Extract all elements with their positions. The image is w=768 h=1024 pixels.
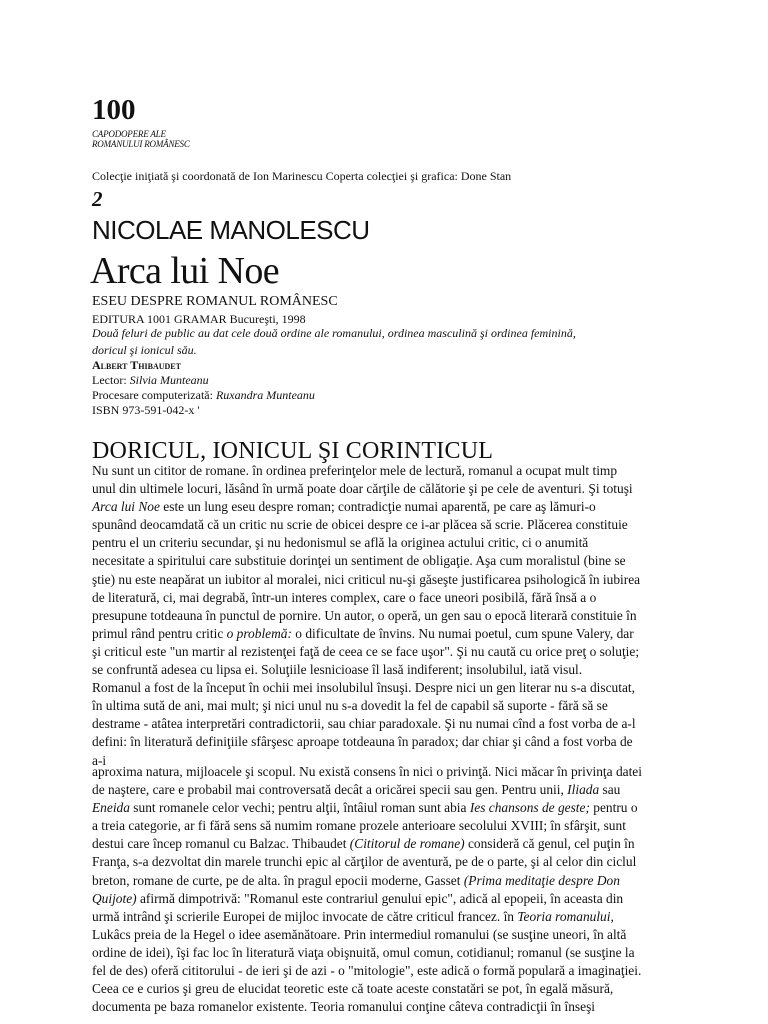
text-line [92, 733, 682, 751]
text-line [92, 817, 682, 835]
text-run: afirmă dimpotrivă: "Romanul este contrariul genului epic", adică al epopeii, în aceasta din [136, 890, 624, 906]
text-line [92, 661, 682, 679]
text-line [92, 908, 682, 926]
collection-credit: Colecţie iniţiată şi coordonată de Ion Marinescu Coperta colecţiei şi grafica: Done Stan [92, 169, 512, 183]
body-paragraph-2 [92, 763, 682, 1016]
author-name: NICOLAE MANOLESCU [92, 215, 370, 245]
series-name-line-1: CAPODOPERE ALE [92, 129, 166, 139]
text-run: în ultima sută de ani, mai mult; şi nici unul nu s-a dovedit la fel de capabil să suporte - fără să se [92, 698, 608, 714]
text-run: consideră că genul, cel puţin în [464, 836, 635, 852]
text-line [92, 944, 682, 962]
italic-text-run: Arca lui Noe [92, 499, 160, 515]
motto-line-2: doricul şi ionicul său. [92, 343, 197, 357]
text-line [92, 552, 682, 570]
text-line [92, 853, 682, 871]
motto-line-1: Două feluri de public au dat cele două ordine ale romanului, ordinea masculină şi ordinea feminină, [92, 326, 576, 340]
text-run: urmă intrând şi scrierile Europei de mijloc invocate de către criticul francez. în [92, 908, 518, 924]
text-run: fel de des) oferă cititorului - de ieri şi de azi - o "mitologie", este adică o formă populară a imaginaţiei. [92, 963, 642, 979]
text-line [92, 697, 682, 715]
text-line [92, 679, 682, 697]
text-run: defini: în literatură definiţiile sfârşesc aproape totdeauna în paradox; dar chiar şi când a fost vorba de [92, 734, 633, 750]
text-run: se confruntă adesea cu lipsa ei. Soluţiile lesnicioase îl lasă indiferent; insolubilul, iată visul. [92, 662, 583, 678]
motto-author: Albert Thibaudet [92, 358, 181, 372]
publisher-line [92, 312, 306, 326]
text-run: Lukâcs preia de la Hegel o idee asemănătoare. Prin intermediul romanului (se susţine uneori, în altă [92, 926, 627, 942]
text-run: necesitate a spiritului care substituie dorinţei un sentiment de obligaţie. Aşa cum moralistul (bine se [92, 553, 626, 569]
text-line [92, 715, 682, 733]
text-line [92, 643, 682, 661]
publisher-place: Bucureşti, 1998 [226, 312, 306, 326]
text-line [92, 799, 682, 817]
text-line [92, 781, 682, 799]
text-line [92, 926, 682, 944]
text-line [92, 890, 682, 908]
italic-text-run: Quijote) [92, 890, 137, 906]
text-run: documenta pe baza romanelor existente. Teoria romanului conţine câteva contradicţii în înseşi [92, 999, 596, 1015]
text-run: Ceea ce e curios şi greu de elucidat teoretic este că toate aceste constatări se pot, în egală măsură, [92, 981, 614, 997]
text-line [92, 589, 682, 607]
text-run: spunând deocamdată că un critic nu scrie de obicei despre ce i-ar plăcea să scrie. Plăcerea constituie [92, 517, 628, 533]
text-line [92, 980, 682, 998]
publisher-name: EDITURA 1001 GRAMAR [92, 312, 227, 326]
text-run: a-i [92, 752, 107, 768]
italic-text-run: (Cititorul de romane) [349, 836, 465, 852]
italic-text-run: Eneida [92, 800, 130, 816]
text-line [92, 462, 682, 480]
text-run: unul din ultimele locuri, lăsând în urmă poate doar cărţile de călătorie şi pe cele de aventuri. Şi totuşi [92, 481, 633, 497]
processing-label: Procesare computerizată: [92, 388, 216, 402]
lector-label: Lector: [92, 373, 130, 387]
isbn: ISBN 973-591-042-x ' [92, 403, 200, 417]
volume-number: 2 [92, 187, 103, 211]
text-run: este un lung eseu despre roman; contradicţie numai aparentă, pe care aş lămuri-o [159, 499, 596, 515]
italic-text-run: o problemă: [226, 625, 292, 641]
italic-text-run: Iliada [567, 782, 600, 798]
series-number: 100 [92, 94, 136, 126]
book-subtitle: ESEU DESPRE ROMANUL ROMÂNESC [92, 294, 338, 309]
text-line [92, 998, 682, 1016]
text-run: ordine de idei), îşi fac loc în literatură viaţa obişnuită, omul comun, cotidianul; romanul (se susţine la [92, 944, 635, 960]
text-line [92, 498, 682, 516]
text-line [92, 534, 682, 552]
text-line [92, 607, 682, 625]
series-name-line-2: ROMANULUI ROMÂNESC [92, 139, 190, 149]
text-line [92, 516, 682, 534]
text-run: Romanul a fost de la început în ochii mei insolubilul însuşi. Despre nici un gen literar nu s-a discutat, [92, 680, 635, 696]
processing-line [92, 388, 315, 402]
text-line [92, 571, 682, 589]
italic-text-run: Ies chansons de geste; [469, 800, 590, 816]
processing-name: Ruxandra Munteanu [215, 388, 315, 402]
chapter-heading: DORICUL, IONICUL ŞI CORINTICUL [92, 438, 494, 464]
text-run: aproxima natura, mijloacele şi scopul. Nu există consens în nici o privinţă. Nici măcar în privinţa datei [92, 764, 642, 779]
text-run: de naştere, care e probabil mai controversată decât a oricărei specii sau gen. Pentru unii, [92, 782, 568, 798]
text-run: de literatură, ci, mai degrabă, într-un interes complex, care o face uneori posibilă, fără însă a o [92, 589, 597, 605]
book-title: Arca lui Noe [90, 250, 280, 292]
text-line [92, 962, 682, 980]
text-run: destui care încep romanul cu Balzac. Thibaudet [92, 836, 350, 852]
text-run: presupune totdeauna în punctul de pornire. Un autor, o operă, un gen sau o epocă literară constituie în [92, 607, 637, 623]
body-paragraph-1 [92, 462, 682, 770]
lector-line [92, 373, 209, 387]
text-run: breton, romane de curte, pe de alta. în pragul epocii moderne, Gasset [92, 872, 464, 888]
text-run: sunt romanele celor vechi; pentru alţii, întâiul roman sunt abia [129, 800, 470, 816]
text-run: destrame - atâtea interpretări contradictorii, sau chiar paradoxale. Şi nu numai cînd a fost vorba de a-l [92, 716, 636, 732]
text-run: o dificultate de învins. Nu numai poetul, cum spune Valery, dar [291, 625, 634, 641]
text-run: a treia categorie, ar fi fără sens să numim romane prozele anterioare secolului XVIII; în sfârşit, sunt [92, 818, 626, 834]
text-line [92, 625, 682, 643]
text-line [92, 480, 682, 498]
text-run: Franţa, s-a dezvoltat din marele trunchi epic al cărţilor de aventură, pe de o parte, şi al celor din ciclul [92, 854, 637, 870]
text-line [92, 872, 682, 890]
italic-text-run: (Prima meditaţie despre Don [463, 872, 620, 888]
text-run: şi criticul este "un martir al rezistenţei faţă de ceea ce se face uşor". Şi nu caută cu orice preţ o soluţie; [92, 643, 640, 659]
italic-text-run: Teoria romanului, [517, 908, 614, 924]
text-run: Nu sunt un cititor de romane. în ordinea preferinţelor mele de lectură, romanul a ocupat mult timp [92, 463, 618, 478]
text-run: pentru el un criteriu secundar, şi nu hedonismul se află la originea actului critic, ci o anumită [92, 535, 589, 551]
text-run: pentru o [589, 800, 638, 816]
text-line [92, 835, 682, 853]
text-run: primul rând pentru critic [92, 625, 227, 641]
lector-name: Silvia Munteanu [129, 373, 209, 387]
text-line [92, 763, 682, 781]
text-run: ştie) nu este neapărat un iubitor al moralei, nici criticul nu-şi găseşte justificarea psihologică în iubirea [92, 571, 641, 587]
text-run: sau [599, 782, 621, 798]
